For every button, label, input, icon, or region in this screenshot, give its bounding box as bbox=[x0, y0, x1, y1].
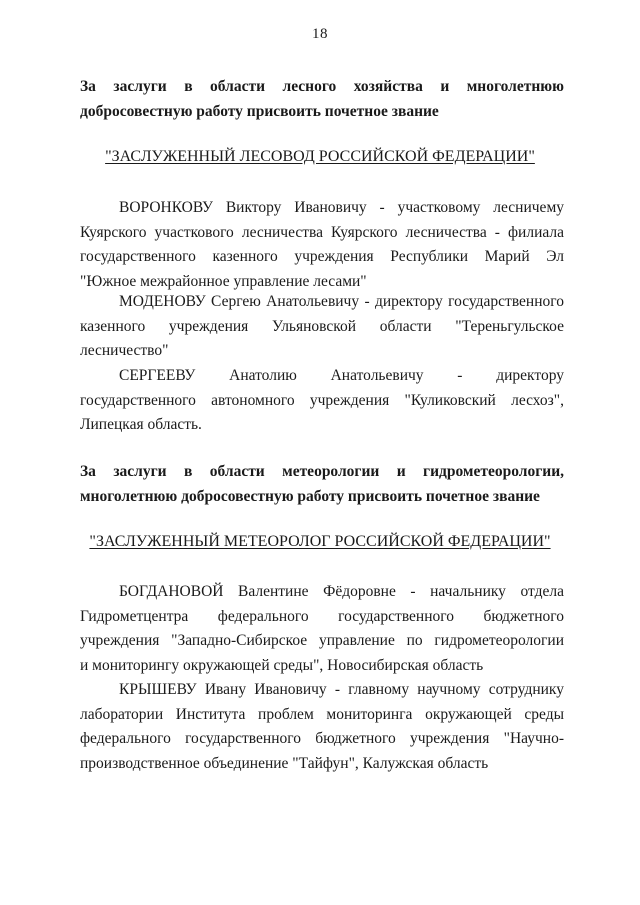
entry-line: федерального государственного бюджетного учреждения "Научно- bbox=[80, 730, 564, 748]
entry-line: МОДЕНОВУ Сергею Анатольевичу - директору государственного bbox=[119, 293, 564, 310]
entry-line: "Южное межрайонное управление лесами" bbox=[80, 272, 367, 290]
entry-line: КРЫШЕВУ Ивану Ивановичу - главному научному сотруднику bbox=[119, 681, 564, 698]
heading-line: многолетнюю добросовестную работу присвоить почетное звание bbox=[80, 488, 540, 505]
entry-line: производственное объединение "Тайфун", Калужская область bbox=[80, 754, 489, 772]
entry-line: государственного автономного учреждения "Куликовский лесхоз", bbox=[80, 391, 564, 409]
entry-line: Куярского участкового лесничества Куярского лесничества - филиала bbox=[80, 223, 564, 241]
entry-line: БОГДАНОВОЙ Валентине Фёдоровне - начальнику отдела bbox=[119, 583, 564, 600]
entry-line: лаборатории Института проблем мониторинга окружающей среды bbox=[80, 705, 564, 723]
heading-line: добросовестную работу присвоить почетное звание bbox=[80, 103, 439, 120]
award-entry-kryshev bbox=[80, 678, 564, 776]
heading-line: За заслуги в области метеорологии и гидрометеорологии, bbox=[80, 463, 564, 480]
award-entry-modenov bbox=[80, 290, 564, 364]
honorary-title-forester: "ЗАСЛУЖЕННЫЙ ЛЕСОВОД РОССИЙСКОЙ ФЕДЕРАЦИИ" bbox=[105, 148, 535, 165]
entry-line: учреждения "Западно-Сибирское управление по гидрометеорологии bbox=[80, 632, 564, 650]
honorary-title-meteorologist: "ЗАСЛУЖЕННЫЙ МЕТЕОРОЛОГ РОССИЙСКОЙ ФЕДЕРАЦИИ" bbox=[89, 533, 551, 550]
entry-line: и мониторингу окружающей среды", Новосибирская область bbox=[80, 656, 484, 674]
entry-line: государственного казенного учреждения Республики Марий Эл bbox=[80, 248, 564, 266]
entry-line: ВОРОНКОВУ Виктору Ивановичу - участковому лесничему bbox=[119, 199, 564, 216]
entry-line: казенного учреждения Ульяновской области "Тереньгульское bbox=[80, 317, 564, 335]
heading-line: За заслуги в области лесного хозяйства и многолетнюю bbox=[80, 78, 564, 95]
entry-line: СЕРГЕЕВУ Анатолию Анатольевичу - директору bbox=[119, 367, 564, 384]
page-number: 18 bbox=[312, 26, 328, 42]
award-entry-sergeev bbox=[80, 364, 564, 438]
section-heading-meteorology bbox=[80, 459, 564, 509]
award-entry-bogdanova bbox=[80, 580, 564, 678]
entry-line: Гидрометцентра федерального государственного бюджетного bbox=[80, 607, 564, 625]
section-heading-forestry bbox=[80, 74, 564, 124]
entry-line: Липецкая область. bbox=[80, 416, 202, 434]
award-entry-voronkov bbox=[80, 196, 564, 294]
entry-line: лесничество" bbox=[80, 342, 169, 360]
